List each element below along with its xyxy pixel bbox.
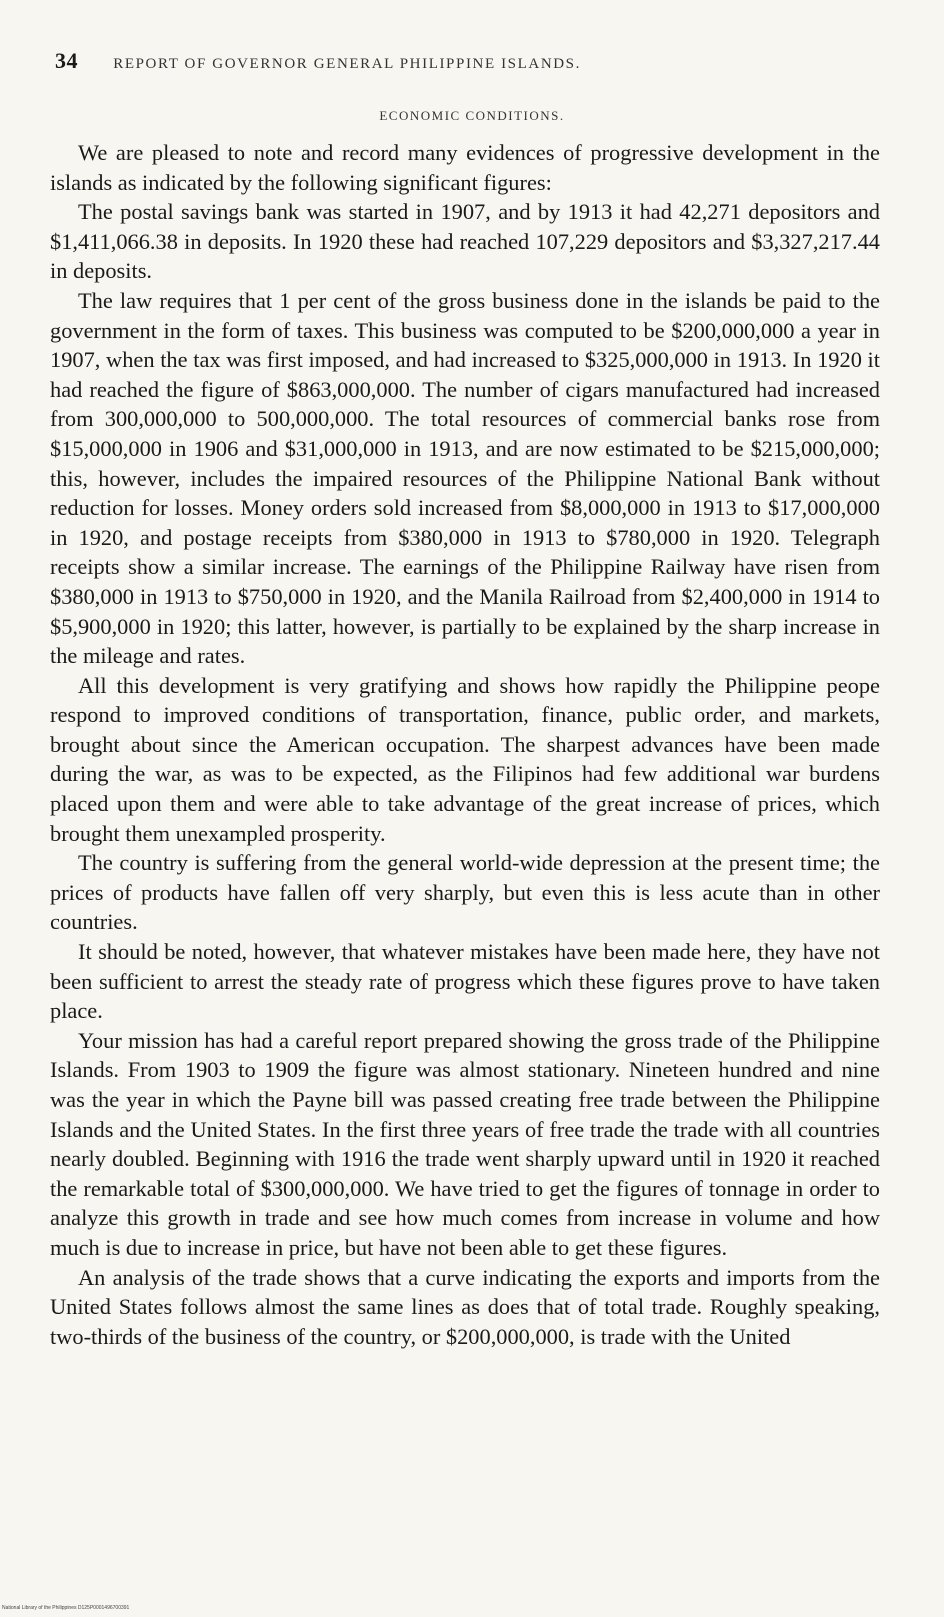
running-head: REPORT OF GOVERNOR GENERAL PHILIPPINE ISLANDS. — [113, 56, 581, 72]
section-title: ECONOMIC CONDITIONS. — [379, 108, 565, 123]
paragraph: The postal savings bank was started in 1907, and by 1913 it had 42,271 depositors and $1,411,066.38 in deposits. In 1920 these had reached 107,229 depositors and $3,327,217.44 in deposits. — [50, 199, 880, 284]
paragraph: An analysis of the trade shows that a curve indicating the exports and imports from the United States follows almost the same lines as does that of total trade. Roughly speaking, two-thirds of the business of the country, or $200,000,000, is trade with the United — [50, 1264, 880, 1349]
paragraph: All this development is very gratifying and shows how rapidly the Philippine peope respond to improved conditions of transportation, finance, public order, and markets, brought about since the American occupation. The sharpest advances have been made during the war, as was to be expected, as the Filipinos had few additional war burdens placed upon them and were able to take advantage of the great increase of prices, which brought them unexampled prosperity. — [50, 672, 880, 846]
page-header — [55, 48, 895, 74]
body-text — [50, 138, 880, 1351]
paragraph: Your mission has had a careful report prepared showing the gross trade of the Philippine Islands. From 1903 to 1909 the figure was almost stationary. Nineteen hundred and nine was the year in which the Payne bill was passed creating free trade between the Philippine Islands and the United States. In the first three years of free trade the trade with all countries nearly doubled. Beginning with 1916 the trade went sharply upward until in 1920 it reached the remarkable total of $300,000,000. We have tried to get the figures of tonnage in order to analyze this growth in trade and see how much comes from increase in volume and how much is due to increase in price, but have not been able to get these figures. — [50, 1027, 880, 1260]
paragraph: It should be noted, however, that whatever mistakes have been made here, they have not been sufficient to arrest the steady rate of progress which these figures prove to have taken place. — [50, 939, 880, 1024]
paragraph: The country is suffering from the general world-wide depression at the present time; the prices of products have fallen off very sharply, but even this is less acute than in other countries. — [50, 850, 880, 935]
page-number: 34 — [55, 48, 78, 73]
paragraph: The law requires that 1 per cent of the gross business done in the islands be paid to the government in the form of taxes. This business was computed to be $200,000,000 a year in 1907, when the tax was first imposed, and had increased to $325,000,000 in 1913. In 1920 it had reached the figure of $863,000,000. The number of cigars manufactured had increased from 300,000,000 to 500,000,000. The total resources of commercial banks rose from $15,000,000 in 1906 and $31,000,000 in 1913, and are now estimated to be $215,000,000; this, however, includes the impaired resources of the Philippine National Bank without reduction for losses. Money orders sold increased from $8,000,000 in 1913 to $17,000,000 in 1920, and postage receipts from $380,000 in 1913 to $780,000 in 1920. Telegraph receipts show a similar increase. The earnings of the Philippine Railway have risen from $380,000 in 1913 to $750,000 in 1920, and the Manila Railroad from $2,400,000 in 1914 to $5,900,000 in 1920; this latter, however, is partially to be explained by the sharp increase in the mileage and rates. — [50, 287, 880, 669]
footer-note: National Library of the Philippines D125P0001496700391 — [2, 1605, 130, 1611]
paragraph: We are pleased to note and record many evidences of progressive development in the islands as indicated by the following significant figures: — [50, 140, 880, 195]
